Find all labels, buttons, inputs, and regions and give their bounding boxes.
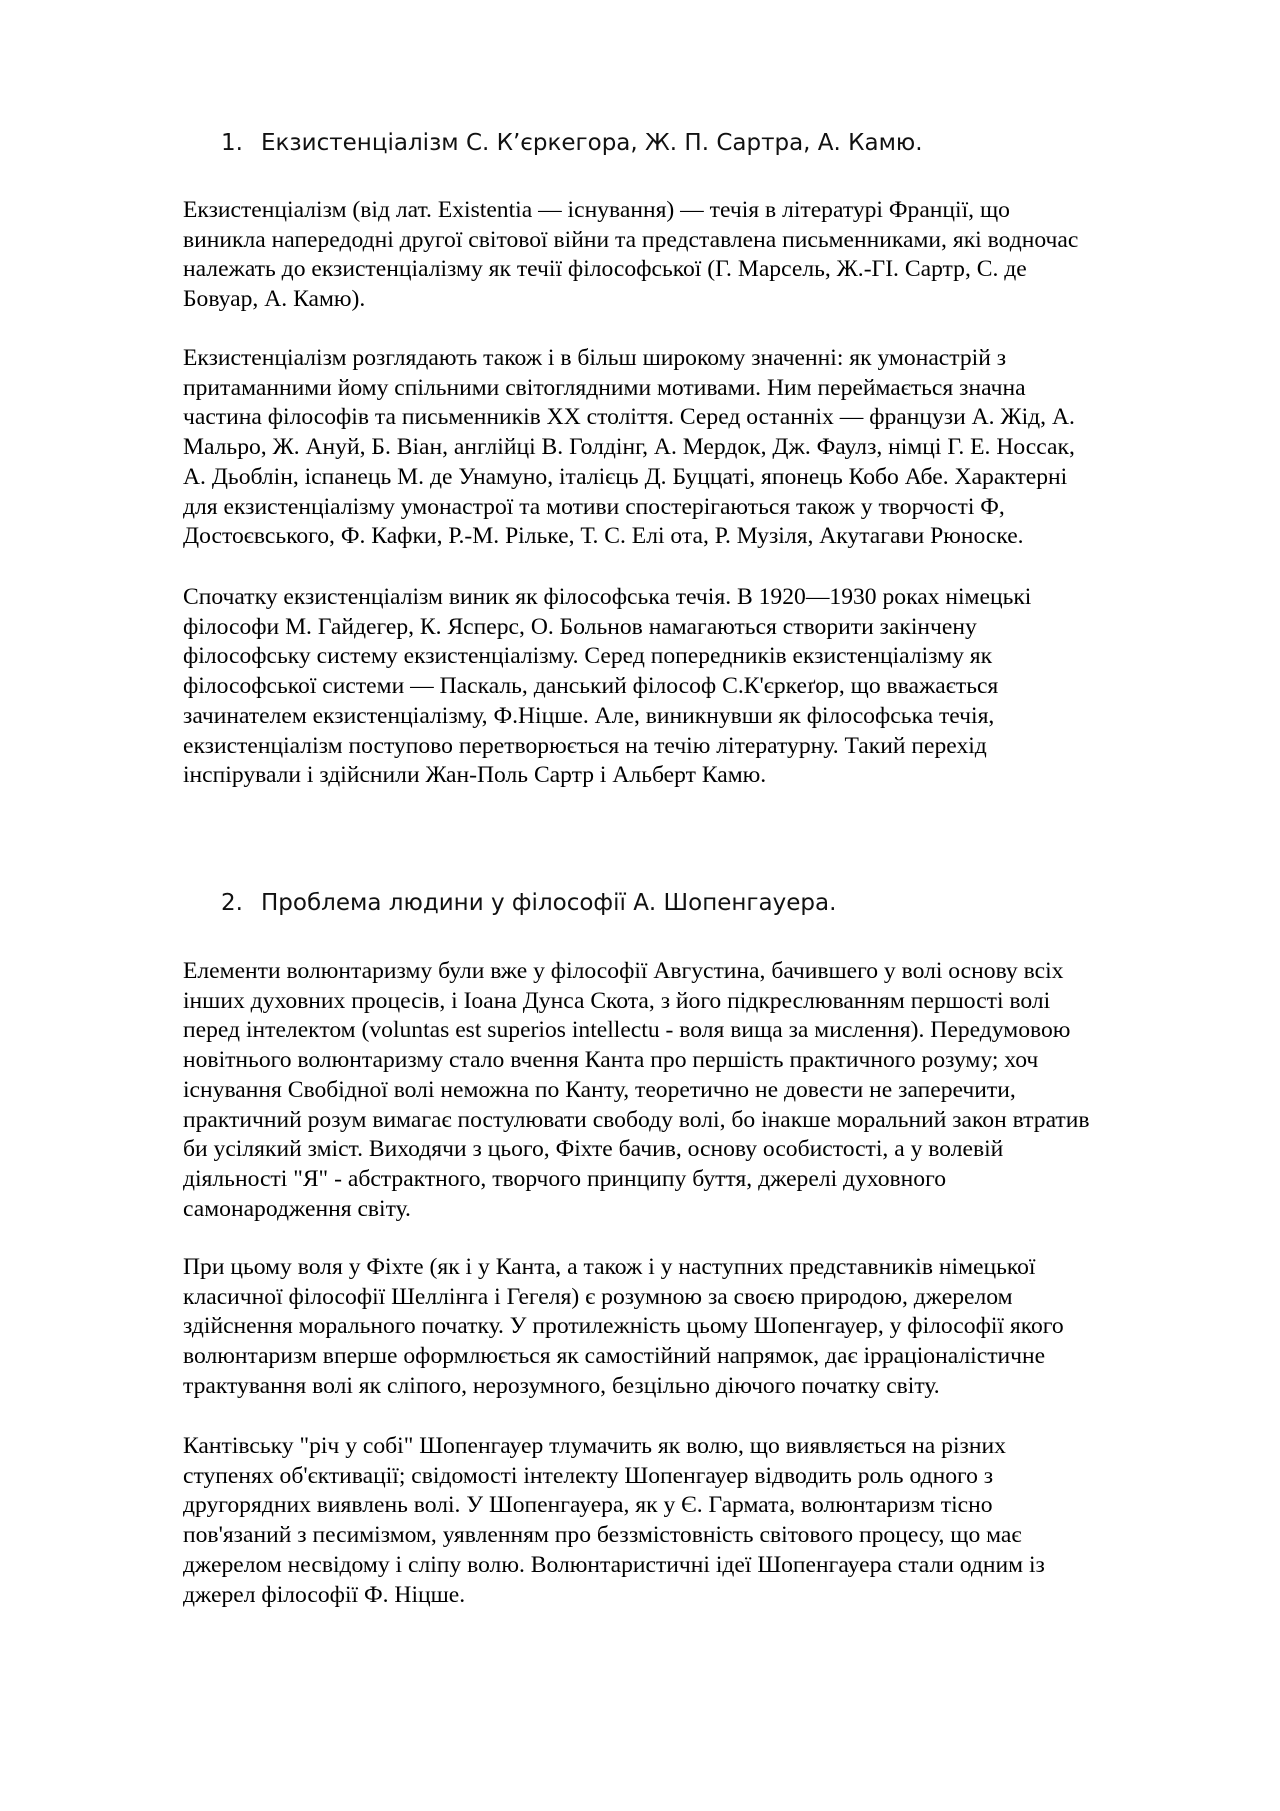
paragraph: [183, 1432, 1183, 1610]
section-2: [183, 888, 1183, 918]
paragraph: [183, 583, 1183, 791]
section-heading: [183, 128, 1183, 158]
text-line: Бовуар, А. Камю).: [183, 286, 366, 313]
section-2-paragraph-2: [183, 1253, 1183, 1402]
text-line: самонародження світу.: [183, 1195, 411, 1222]
section-1-paragraph-1: [183, 196, 1183, 315]
paragraph: [183, 196, 1183, 315]
text-line: пов'язаний з песимізмом, уявленням про беззмістовність світового процесу, що має: [183, 1522, 1022, 1549]
text-line: Елементи волюнтаризму були вже у філософії Августина, бачившего у волі основу всіх: [183, 958, 1064, 984]
text-line: практичний розум вимагає постулювати свободу волі, бо інакше моральний закон втратив: [183, 1106, 1090, 1133]
text-line: Достоєвського, Ф. Кафки, Р.-М. Рільке, Т. С. Елі ота, Р. Музіля, Акутагави Рюноске.: [183, 523, 1024, 550]
text-line: для екзистенціалізму умонастрої та мотиви спостерігаються також у творчості Ф,: [183, 493, 1005, 520]
paragraph: [183, 957, 1183, 1224]
section-1: [183, 128, 1183, 158]
heading-title: Екзистенціалізм С. К’єркегора, Ж. П. Сартра, А. Камю.: [261, 130, 923, 156]
text-line: Кантівську "річ у собі" Шопенгауер тлумачить як волю, що виявляється на різних: [183, 1433, 1006, 1459]
text-line: би усілякий зміст. Виходячи з цього, Фіхте бачив, основу особистості, а у волевій: [183, 1136, 1004, 1163]
paragraph: [183, 344, 1183, 552]
text-line: волюнтаризм вперше оформлюється як самостійний напрямок, дає ірраціоналістичне: [183, 1343, 1046, 1370]
text-line: джерелом несвідому і сліпу волю. Волюнтаристичні ідеї Шопенгауера стали одним із: [183, 1551, 1045, 1578]
section-2-paragraph-1: [183, 957, 1183, 1224]
text-line: філософську систему екзистенціалізму. Серед попередників екзистенціалізму як: [183, 643, 993, 670]
text-line: трактування волі як сліпого, нерозумного, безцільно діючого початку світу.: [183, 1372, 940, 1399]
text-line: новітнього волюнтаризму стало вчення Канта про першість практичного розуму; хоч: [183, 1047, 1039, 1074]
text-line: інспірували і здійснили Жан-Поль Сартр і Альберт Камю.: [183, 762, 767, 789]
text-line: філософської системи — Паскаль, данський філософ С.К'єркеґор, що вважається: [183, 673, 999, 700]
text-line: філософи М. Гайдегер, К. Ясперс, О. Больнов намагаються створити закінчену: [183, 613, 977, 640]
text-line: існування Свобідної волі неможна по Канту, теоретично не довести не заперечити,: [183, 1076, 1016, 1103]
text-line: Спочатку екзистенціалізм виник як філософська течія. В 1920—1930 роках німецькі: [183, 584, 1032, 610]
text-line: другорядних виявлень волі. У Шопенгауера, як у Є. Гармата, волюнтаризм тісно: [183, 1492, 993, 1519]
text-line: інших духовних процесів, і Іоана Дунса Скота, з його підкреслюванням першості волі: [183, 987, 1051, 1014]
text-line: належать до екзистенціалізму як течії філософської (Г. Марсель, Ж.-ГІ. Сартр, С. де: [183, 256, 1027, 283]
heading-number: 1.: [221, 130, 243, 156]
text-line: класичної філософії Шеллінга і Гегеля) є розумною за своєю природою, джерелом: [183, 1283, 1013, 1310]
text-line: Мальро, Ж. Ануй, Б. Віан, англійці В. Голдінг, А. Мердок, Дж. Фаулз, німці Г. Е. Носсак,: [183, 434, 1075, 461]
text-line: діяльності "Я" - абстрактного, творчого принципу буття, джерелі духовного: [183, 1165, 946, 1192]
paragraph: [183, 1253, 1183, 1402]
text-line: притаманними йому спільними світоглядними мотивами. Ним переймається значна: [183, 374, 1026, 401]
text-line: екзистенціалізм поступово перетворюється на течію літературну. Такий перехід: [183, 732, 987, 759]
text-line: частина філософів та письменників XX століття. Серед останніх — французи А. Жід, А.: [183, 404, 1075, 431]
heading-number: 2.: [221, 890, 243, 916]
section-heading: [183, 888, 1183, 918]
text-line: здійснення морального початку. У протилежність цьому Шопенгауер, у філософії якого: [183, 1313, 1064, 1340]
text-line: джерел філософії Ф. Ніцше.: [183, 1581, 466, 1608]
text-line: ступенях об'єктивації; свідомості інтелекту Шопенгауер відводить роль одного з: [183, 1462, 994, 1489]
text-line: зачинателем екзистенціалізму, Ф.Ніцше. Але, виникнувши як філософська течія,: [183, 702, 995, 729]
section-1-paragraph-3: [183, 583, 1183, 791]
heading-title: Проблема людини у філософії А. Шопенгауера.: [261, 890, 837, 916]
section-1-paragraph-2: [183, 344, 1183, 552]
text-line: А. Дьоблін, іспанець М. де Унамуно, італієць Д. Буццаті, японець Кобо Абе. Характерні: [183, 463, 1068, 490]
text-line: Екзистенціалізм (від лат. Existentia — існування) — течія в літературі Франції, що: [183, 197, 1010, 223]
text-line: При цьому воля у Фіхте (як і у Канта, а також і у наступних представників німецької: [183, 1254, 1036, 1280]
text-line: Екзистенціалізм розглядають також і в більш широкому значенні: як умонастрій з: [183, 345, 1007, 371]
text-line: виникла напередодні другої світової війни та представлена письменниками, які водночас: [183, 226, 1079, 253]
section-2-paragraph-3: [183, 1432, 1183, 1610]
text-line: перед інтелектом (voluntas est superios intellectu - воля вища за мислення). Передумовою: [183, 1017, 1071, 1044]
